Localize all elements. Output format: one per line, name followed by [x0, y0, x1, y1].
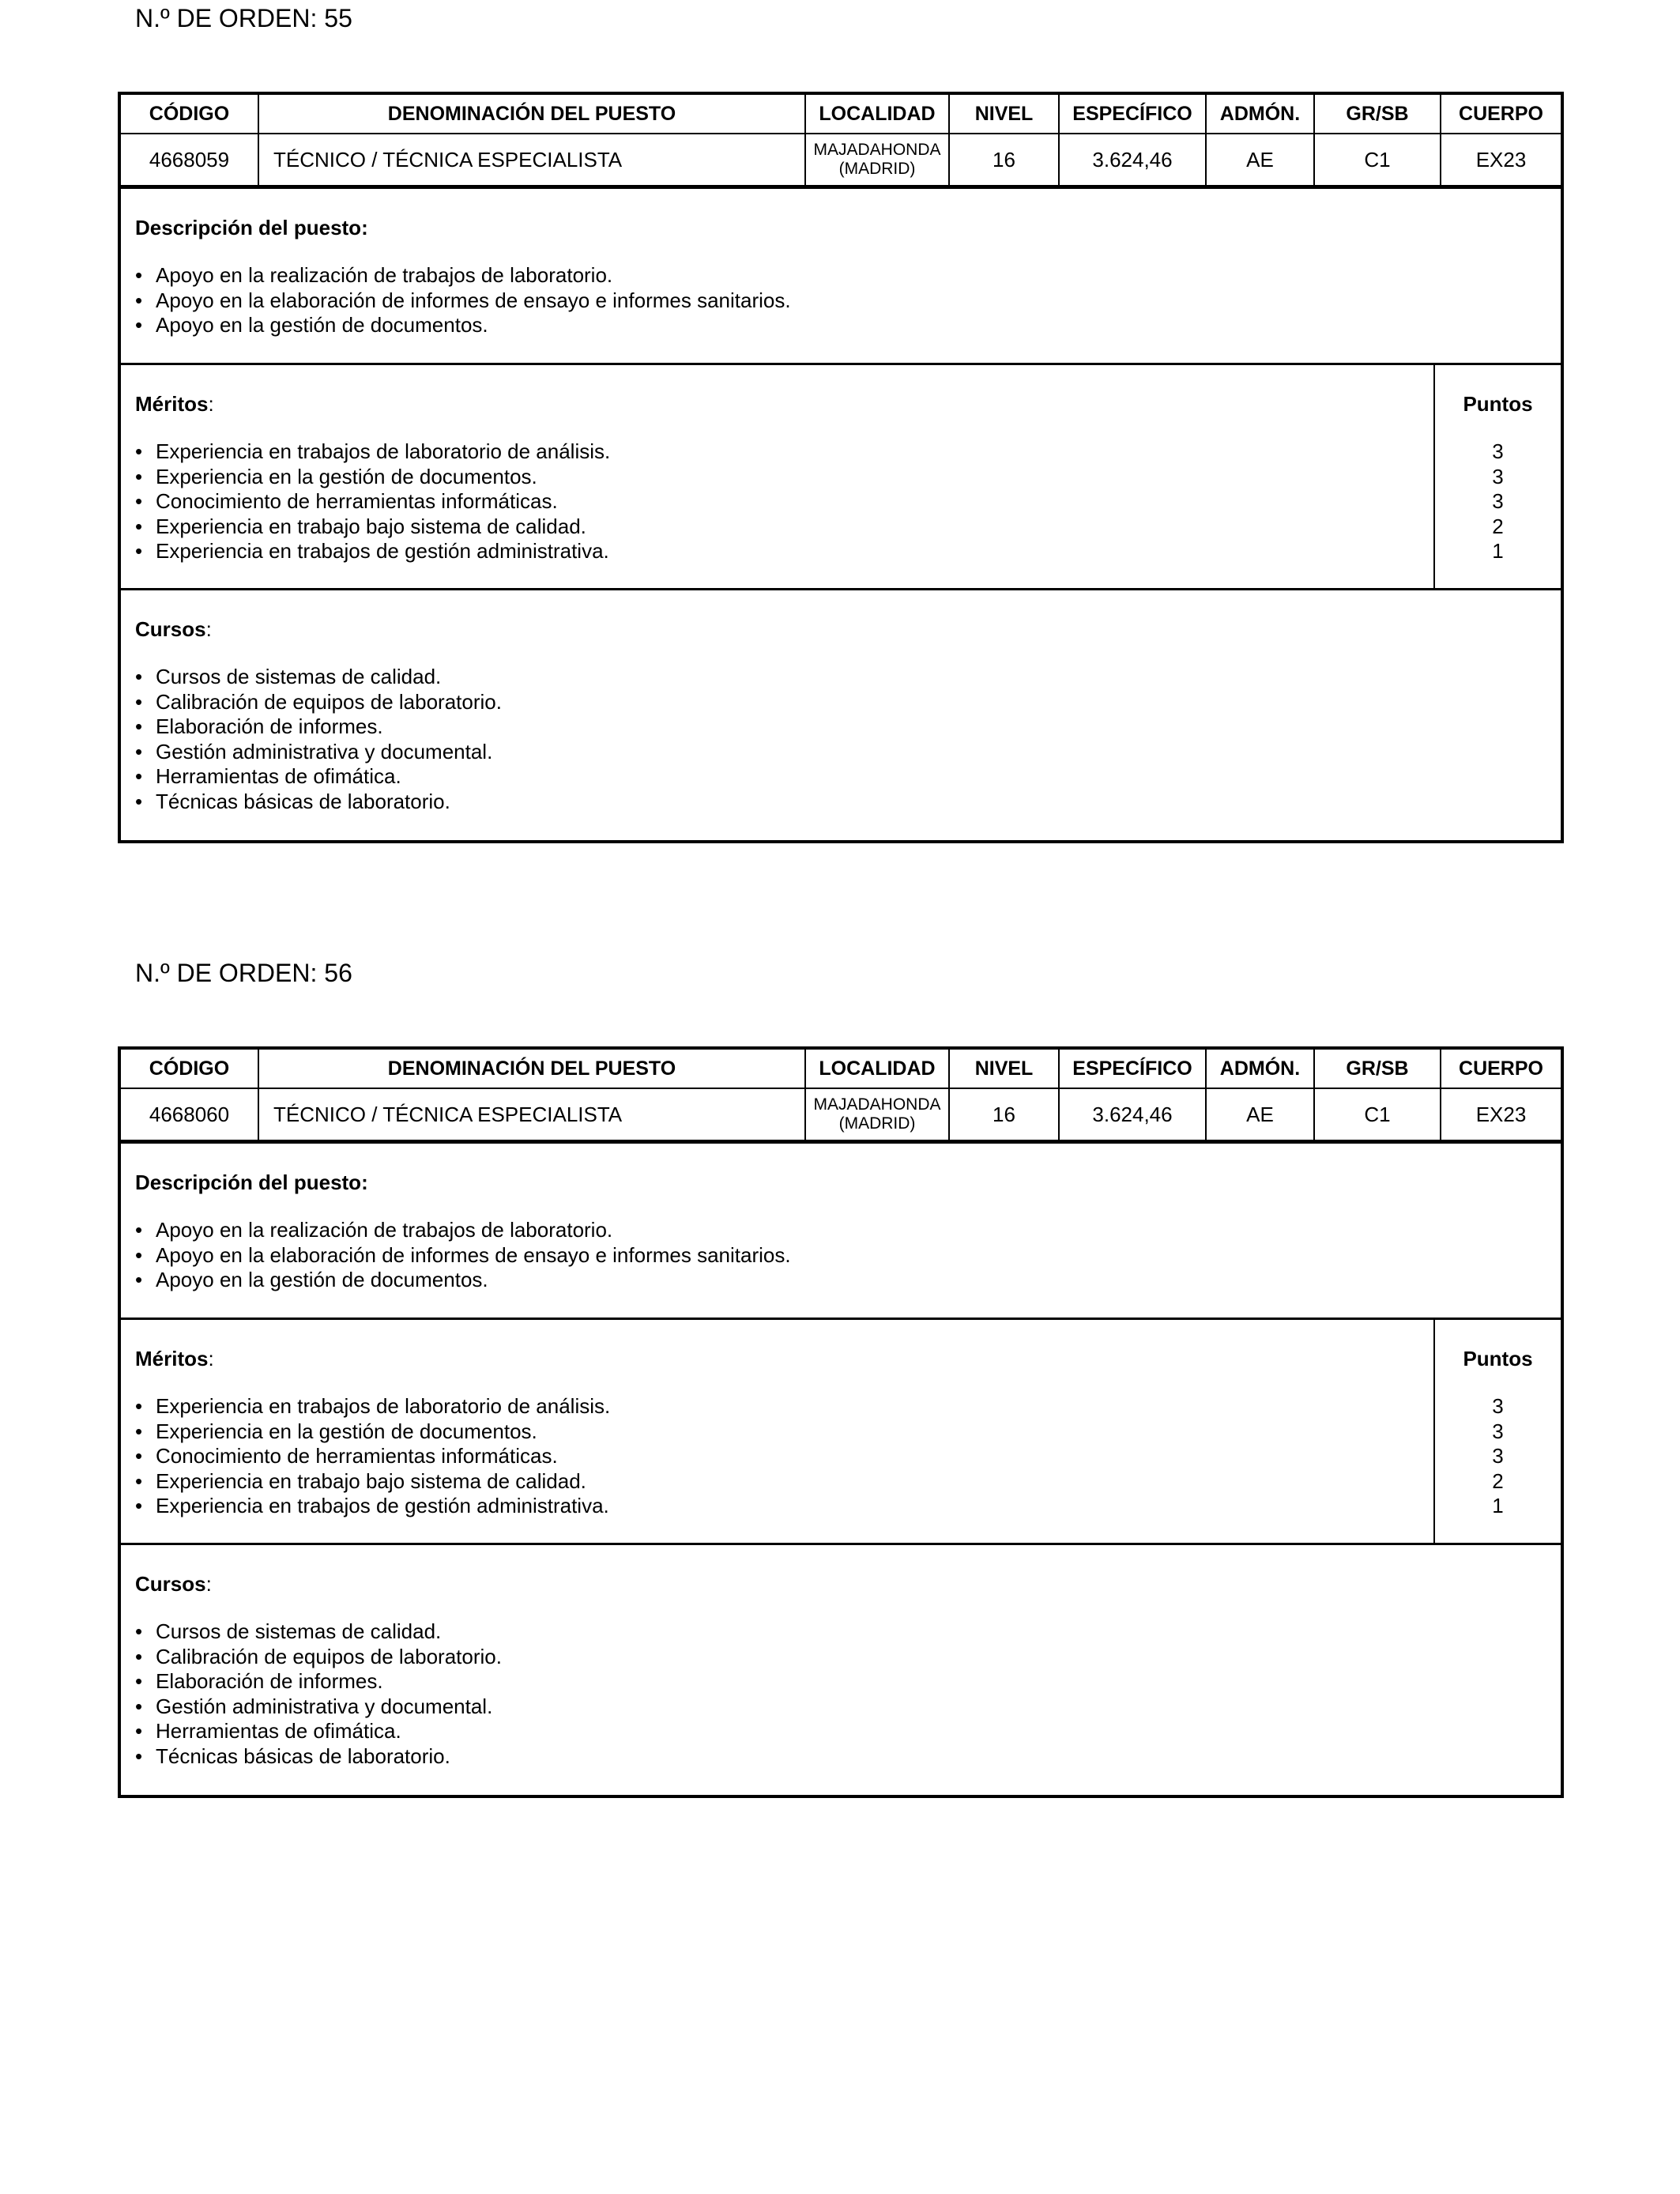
list-item: • Calibración de equipos de laboratorio.: [135, 689, 502, 714]
points-value: 2: [1492, 1468, 1504, 1493]
list-item: • Técnicas básicas de laboratorio.: [135, 789, 450, 813]
list-item: • Experiencia en trabajos de gestión administrativa.: [135, 539, 609, 563]
cell-localidad: [805, 134, 949, 186]
list-item: • Cursos de sistemas de calidad.: [135, 665, 442, 688]
column-header-localidad: LOCALIDAD: [805, 95, 949, 134]
job-header-table: [121, 1050, 1561, 1141]
job-block-56: [118, 1046, 1564, 1798]
points-list: [1435, 1394, 1561, 1519]
courses-list: [135, 665, 502, 814]
courses-section: [121, 1543, 1561, 1795]
description-section: [121, 1141, 1561, 1318]
localidad-line-2: (MADRID): [838, 1114, 916, 1133]
cell-cuerpo: EX23: [1441, 1088, 1561, 1140]
points-value: 1: [1492, 1494, 1504, 1517]
section-title: Cursos:: [135, 1572, 212, 1596]
merits-list: [135, 439, 610, 564]
column-header-admon: ADMÓN.: [1206, 1050, 1314, 1088]
list-item: • Herramientas de ofimática.: [135, 764, 401, 788]
column-header-admon: ADMÓN.: [1206, 95, 1314, 134]
cell-denominacion: TÉCNICO / TÉCNICA ESPECIALISTA: [258, 134, 805, 186]
column-header-grsb: GR/SB: [1314, 1050, 1441, 1088]
cell-especifico: 3.624,46: [1059, 134, 1206, 186]
description-list: [135, 1218, 791, 1293]
list-item: • Experiencia en trabajos de laboratorio de análisis.: [135, 439, 611, 463]
column-header-codigo: CÓDIGO: [121, 95, 258, 134]
merits-section: [121, 1318, 1561, 1543]
cell-grsb: C1: [1314, 1088, 1441, 1140]
list-item: • Técnicas básicas de laboratorio.: [135, 1744, 450, 1768]
points-value: 3: [1492, 439, 1504, 463]
column-header-cuerpo: CUERPO: [1441, 1050, 1561, 1088]
points-value: 1: [1492, 539, 1504, 563]
courses-section: [121, 588, 1561, 840]
list-item: • Experiencia en trabajo bajo sistema de calidad.: [135, 514, 586, 538]
points-list: [1435, 439, 1561, 564]
merits-list: [135, 1394, 610, 1519]
description-section: [121, 187, 1561, 363]
list-item: • Apoyo en la realización de trabajos de laboratorio.: [135, 1218, 613, 1242]
list-item: • Apoyo en la elaboración de informes de ensayo e informes sanitarios.: [135, 1242, 791, 1267]
description-list: [135, 263, 791, 338]
column-header-denominacion: DENOMINACIÓN DEL PUESTO: [258, 1050, 805, 1088]
cell-cuerpo: EX23: [1441, 134, 1561, 186]
section-title: Méritos:: [135, 392, 214, 416]
list-item: • Herramientas de ofimática.: [135, 1719, 401, 1743]
section-title: Descripción del puesto:: [135, 1171, 368, 1194]
cell-especifico: 3.624,46: [1059, 1088, 1206, 1140]
column-header-grsb: GR/SB: [1314, 95, 1441, 134]
table-row: [121, 1088, 1561, 1140]
list-item: • Cursos de sistemas de calidad.: [135, 1619, 442, 1643]
points-value: 3: [1492, 1419, 1504, 1443]
cell-codigo: 4668059: [121, 134, 258, 186]
list-item: • Apoyo en la elaboración de informes de ensayo e informes sanitarios.: [135, 288, 791, 312]
list-item: • Elaboración de informes.: [135, 714, 383, 738]
localidad-line-2: (MADRID): [838, 160, 916, 178]
section-title: Descripción del puesto:: [135, 216, 368, 239]
list-item: • Experiencia en trabajos de laboratorio de análisis.: [135, 1394, 611, 1418]
column-header-denominacion: DENOMINACIÓN DEL PUESTO: [258, 95, 805, 134]
job-header-table: [121, 95, 1561, 187]
list-item: • Gestión administrativa y documental.: [135, 1694, 493, 1718]
column-header-nivel: NIVEL: [949, 1050, 1059, 1088]
localidad-line-1: MAJADAHONDA: [813, 1095, 941, 1114]
column-header-cuerpo: CUERPO: [1441, 95, 1561, 134]
points-header: Puntos: [1463, 392, 1533, 416]
points-value: 2: [1492, 514, 1504, 538]
list-item: • Apoyo en la gestión de documentos.: [135, 1268, 488, 1291]
list-item: • Experiencia en la gestión de documentos.: [135, 1419, 537, 1443]
courses-list: [135, 1619, 502, 1769]
points-value: 3: [1492, 1444, 1504, 1468]
job-block-55: [118, 92, 1564, 843]
column-header-nivel: NIVEL: [949, 95, 1059, 134]
cell-admon: AE: [1206, 134, 1314, 186]
list-item: • Apoyo en la realización de trabajos de laboratorio.: [135, 263, 613, 287]
column-header-especifico: ESPECÍFICO: [1059, 95, 1206, 134]
cell-nivel: 16: [949, 1088, 1059, 1140]
localidad-line-1: MAJADAHONDA: [813, 141, 941, 159]
list-item: • Experiencia en la gestión de documentos.: [135, 464, 537, 488]
points-value: 3: [1492, 464, 1504, 488]
section-title: Cursos:: [135, 617, 212, 641]
list-item: • Apoyo en la gestión de documentos.: [135, 313, 488, 337]
points-header: Puntos: [1463, 1347, 1533, 1370]
cell-codigo: 4668060: [121, 1088, 258, 1140]
cell-grsb: C1: [1314, 134, 1441, 186]
list-item: • Calibración de equipos de laboratorio.: [135, 1644, 502, 1668]
column-header-especifico: ESPECÍFICO: [1059, 1050, 1206, 1088]
list-item: • Elaboración de informes.: [135, 1669, 383, 1693]
table-row: [121, 134, 1561, 186]
order-number: N.º DE ORDEN: 55: [135, 4, 352, 32]
points-value: 3: [1492, 1394, 1504, 1418]
column-header-codigo: CÓDIGO: [121, 1050, 258, 1088]
cell-denominacion: TÉCNICO / TÉCNICA ESPECIALISTA: [258, 1088, 805, 1140]
cell-admon: AE: [1206, 1088, 1314, 1140]
list-item: • Conocimiento de herramientas informáticas.: [135, 1444, 558, 1468]
list-item: • Experiencia en trabajo bajo sistema de calidad.: [135, 1468, 586, 1493]
list-item: • Gestión administrativa y documental.: [135, 739, 493, 763]
cell-localidad: [805, 1088, 949, 1140]
section-title: Méritos:: [135, 1347, 214, 1370]
column-header-localidad: LOCALIDAD: [805, 1050, 949, 1088]
list-item: • Conocimiento de herramientas informáticas.: [135, 489, 558, 513]
points-value: 3: [1492, 489, 1504, 513]
list-item: • Experiencia en trabajos de gestión administrativa.: [135, 1494, 609, 1517]
cell-nivel: 16: [949, 134, 1059, 186]
merits-section: [121, 363, 1561, 588]
order-number: N.º DE ORDEN: 56: [135, 959, 352, 987]
